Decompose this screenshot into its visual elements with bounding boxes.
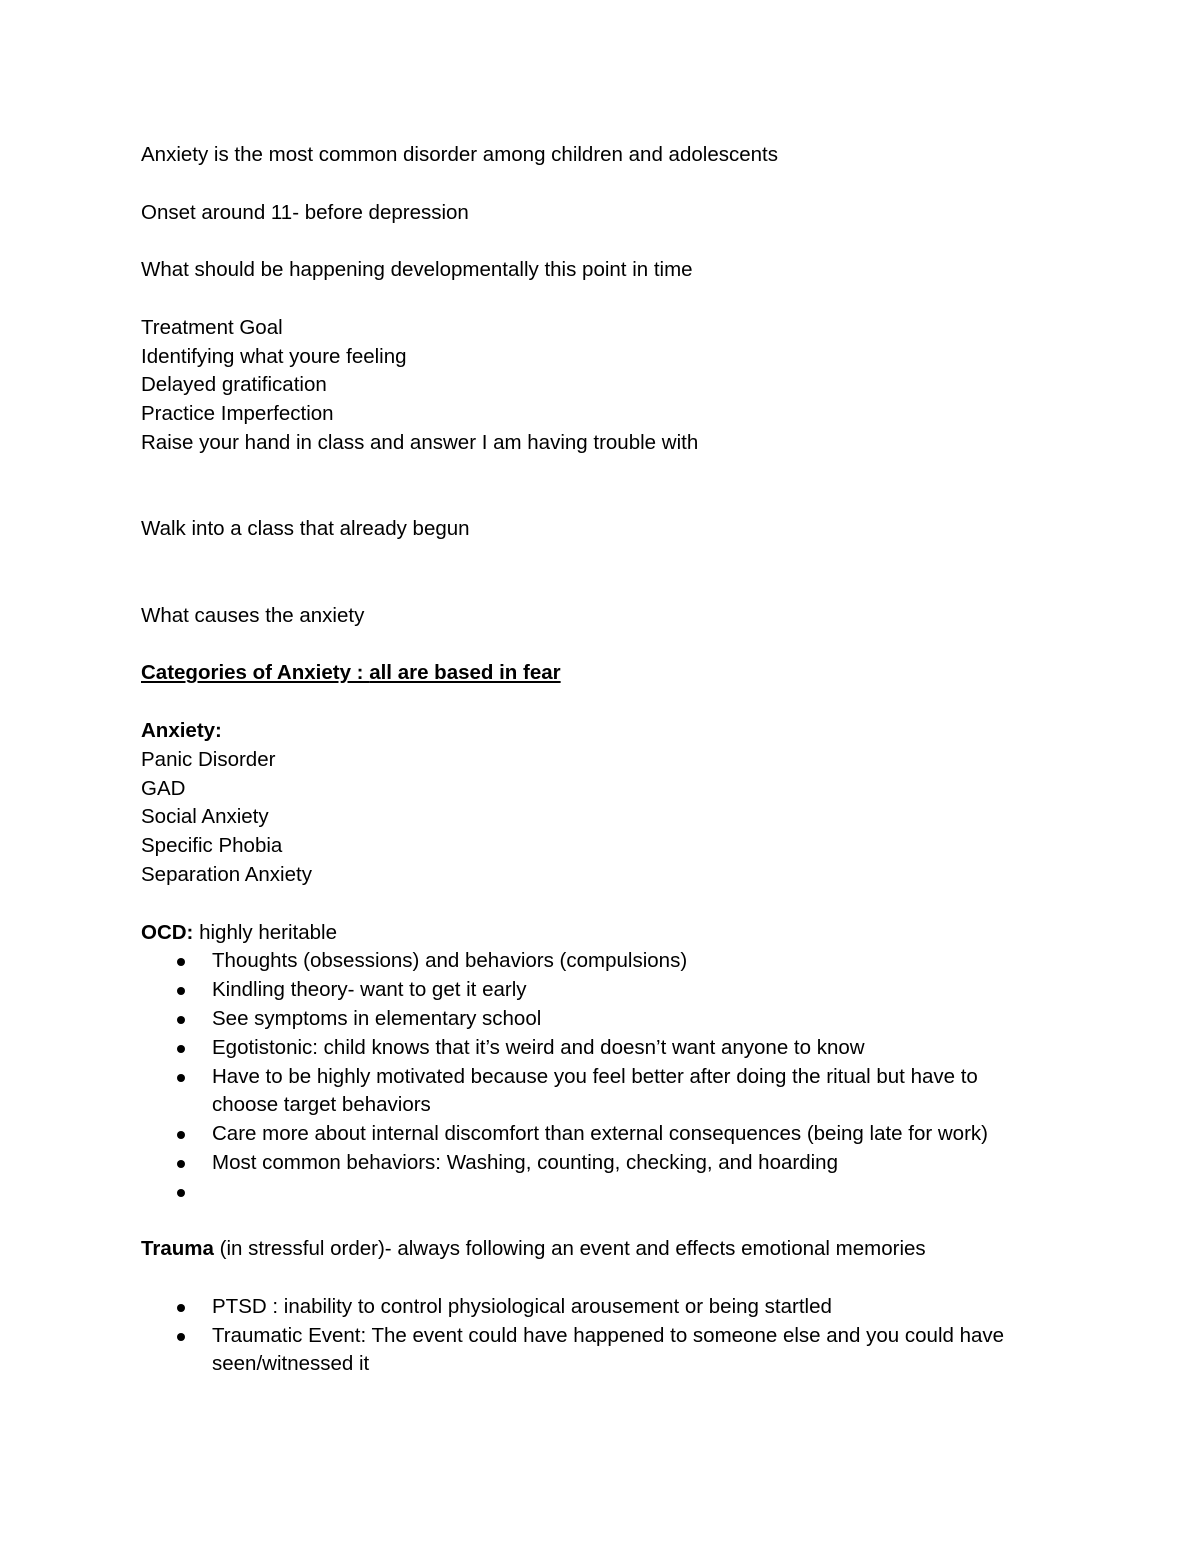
list-item bbox=[141, 1005, 1042, 1034]
list-item-text: Kindling theory- want to get it early bbox=[212, 978, 527, 1002]
anxiety-heading: Anxiety: bbox=[141, 718, 222, 742]
categories-line bbox=[141, 659, 1041, 688]
bullet-icon bbox=[177, 1333, 185, 1341]
list-item bbox=[141, 1293, 1042, 1322]
causes-line: What causes the anxiety bbox=[141, 603, 365, 627]
bullet-icon bbox=[177, 958, 185, 966]
ocd-note: highly heritable bbox=[193, 920, 337, 944]
list-item-text: Thoughts (obsessions) and behaviors (compulsions) bbox=[212, 949, 688, 973]
trauma-line bbox=[141, 1235, 1041, 1264]
anxiety-item: Panic Disorder bbox=[141, 747, 276, 771]
identifying-line: Identifying what youre feeling bbox=[141, 344, 407, 368]
anxiety-item: GAD bbox=[141, 776, 186, 800]
list-item bbox=[141, 1063, 1042, 1121]
categories-heading: Categories of Anxiety : bbox=[141, 661, 370, 685]
ocd-line bbox=[141, 919, 1041, 948]
bullet-icon bbox=[177, 987, 185, 995]
list-item-text: Traumatic Event: The event could have happened to someone else and you could have seen/witnessed it bbox=[212, 1323, 1005, 1376]
bullet-icon bbox=[177, 1074, 185, 1082]
list-item bbox=[141, 1034, 1042, 1063]
delayed-line: Delayed gratification bbox=[141, 373, 327, 397]
list-item bbox=[141, 1149, 1042, 1178]
anxiety-item: Social Anxiety bbox=[141, 805, 269, 829]
bullet-icon bbox=[177, 1016, 185, 1024]
intro-line: Anxiety is the most common disorder among children and adolescents bbox=[141, 143, 778, 166]
trauma-bullet-list bbox=[141, 1293, 1041, 1379]
list-item bbox=[141, 947, 1042, 976]
imperfection-line: Practice Imperfection bbox=[141, 402, 334, 426]
ocd-heading: OCD: bbox=[141, 920, 194, 944]
list-item-text: See symptoms in elementary school bbox=[212, 1006, 542, 1030]
walk-into-line: Walk into a class that already begun bbox=[141, 517, 470, 541]
bullet-icon bbox=[177, 1304, 185, 1312]
list-item-text: Most common behaviors: Washing, counting, checking, and hoarding bbox=[212, 1150, 838, 1174]
anxiety-item: Separation Anxiety bbox=[141, 862, 312, 886]
list-item-text: Have to be highly motivated because you feel better after doing the ritual but have to choose target behaviors bbox=[212, 1064, 978, 1117]
list-item-text: Egotistonic: child knows that it’s weird and doesn’t want anyone to know bbox=[212, 1035, 865, 1059]
raise-hand-line: Raise your hand in class and answer I am having trouble with bbox=[141, 430, 699, 454]
anxiety-item: Specific Phobia bbox=[141, 834, 283, 858]
ocd-bullet-list bbox=[141, 947, 1041, 1206]
list-item bbox=[141, 1120, 1042, 1149]
list-item bbox=[141, 1178, 1042, 1207]
treatment-goal-line: Treatment Goal bbox=[141, 315, 283, 339]
bullet-icon bbox=[177, 1160, 185, 1168]
list-item-text: PTSD : inability to control physiological arousement or being startled bbox=[212, 1294, 832, 1318]
list-item bbox=[141, 1322, 1042, 1380]
list-item bbox=[141, 976, 1042, 1005]
bullet-icon bbox=[177, 1045, 185, 1053]
trauma-heading: Trauma bbox=[141, 1237, 214, 1261]
bullet-icon bbox=[177, 1189, 185, 1197]
categories-note: all are based in fear bbox=[369, 661, 561, 685]
document-body bbox=[141, 141, 1041, 1379]
developmental-line: What should be happening developmentally this point in time bbox=[141, 258, 693, 282]
onset-line: Onset around 11- before depression bbox=[141, 200, 469, 224]
bullet-icon bbox=[177, 1131, 185, 1139]
trauma-note: (in stressful order)- always following an event and effects emotional memories bbox=[213, 1237, 926, 1261]
list-item-text: Care more about internal discomfort than external consequences (being late for work) bbox=[212, 1122, 988, 1146]
